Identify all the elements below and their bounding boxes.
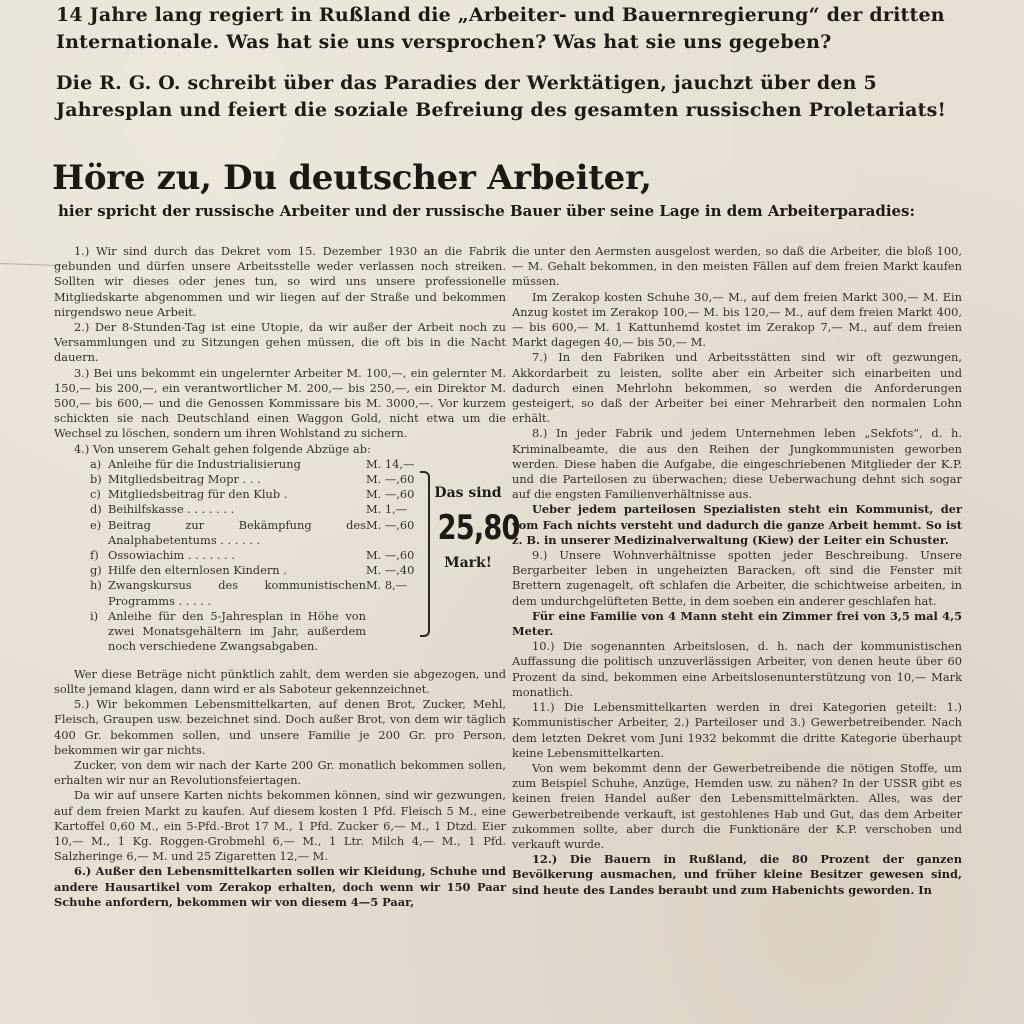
paragraph-11b: Von wem bekommt denn der Gewerbetreibende die nötigen Stoffe, um zum Beispiel Schuhe, Anzüge, Hemden usw. zu nähen? In der USSR gibt es keinen freien Handel außer den Lebensmittelmärkten. Alles, was der Gewerbetreibende verkauft, ist gestohlenes Hab und Gut, das dem Arbeiter zukommen sollte, aber durch die Funktionäre der K.P. verschoben und verkauft wurde.: [512, 760, 962, 851]
deduction-item: [90, 502, 420, 517]
deduction-amount: M. —,60: [366, 487, 415, 502]
paragraph-4: 4.) Von unserem Gehalt gehen folgende Abzüge ab:: [74, 441, 371, 456]
paragraph-4b: Wer diese Beträge nicht pünktlich zahlt, dem werden sie abgezogen, und sollte jemand klagen, dann wird er als Saboteur gekennzeichnet.: [54, 666, 506, 697]
paragraph-6c: Im Zerakop kosten Schuhe 30,— M., auf dem freien Markt 300,— M. Ein Anzug kostet im Zerakop 100,— M. bis 120,— M., auf dem freien Markt 400,— bis 600,— M. 1 Kattunhemd kostet im Zerakop 7,— M., auf dem freien Markt dagegen 40,— bis 50,— M.: [512, 289, 962, 350]
headline: Höre zu, Du deutscher Arbeiter,: [52, 158, 652, 198]
subheadline: hier spricht der russische Arbeiter und der russische Bauer über seine Lage in dem Arbeiterparadies:: [58, 202, 916, 220]
paragraph-2: 2.) Der 8-Stunden-Tag ist eine Utopie, da wir außer der Arbeit noch zu Versammlungen und zu Sitzungen gehen müssen, die oft bis in die Nacht dauern.: [54, 320, 506, 365]
deduction-item: [90, 487, 420, 502]
paragraph-9: 9.) Unsere Wohnverhältnisse spotten jeder Beschreibung. Unsere Bergarbeiter leben in ungeheizten Baracken, oft sind die Fenster mit Brettern zugenagelt, oft schlafen die Arbeiter, die schichtweise arbeiten, in dem undurchgelüfteten Bette, in dem soeben ein anderer geschlafen hat.: [512, 548, 962, 608]
deduction-amount: M. —,60: [366, 517, 415, 532]
total-prefix: Das sind: [434, 484, 502, 501]
deduction-key: e): [90, 517, 102, 532]
deduction-item: [90, 563, 420, 578]
total-suffix: Mark!: [444, 554, 492, 571]
deduction-item: [90, 518, 420, 548]
deduction-label: Zwangskursus des kommunistischen Programms . . . . .: [108, 578, 366, 608]
deduction-amount: [366, 609, 420, 655]
deduction-item: [90, 578, 420, 608]
deduction-key: i): [90, 608, 99, 623]
deduction-amount: M. 8,—: [366, 578, 408, 593]
paragraph-9b: Für eine Familie von 4 Mann steht ein Zimmer frei von 3,5 mal 4,5 Meter.: [512, 608, 962, 639]
paragraph-12: 12.) Die Bauern in Rußland, die 80 Prozent der ganzen Bevölkerung ausmachen, und früher kleine Besitzer gewesen sind, sind heute des Landes beraubt und zum Habenichts geworden. In: [512, 852, 962, 897]
paragraph-1: 1.) Wir sind durch das Dekret vom 15. Dezember 1930 an die Fabrik gebunden und dürfen unsere Arbeitsstelle weder verlassen noch streiken. Sollten wir dieses oder jenes tun, so wird uns unsere professionelle Mitgliedskarte abgenommen und wir liegen auf der Straße und bekommen nirgendswo neue Arbeit.: [54, 244, 506, 319]
paragraph-5: 5.) Wir bekommen Lebensmittelkarten, auf denen Brot, Zucker, Mehl, Fleisch, Graupen usw. bezeichnet sind. Doch außer Brot, von dem wir täglich 400 Gr. bekommen sollen, und unsere Familie je 200 Gr. pro Person, bekommen wir gar nichts.: [54, 697, 506, 757]
deduction-amount: M. 14,—: [366, 456, 415, 471]
deduction-key: b): [90, 472, 102, 487]
deduction-label: Beihilfskasse . . . . . . .: [108, 502, 235, 517]
total-amount: 25,80: [437, 507, 520, 548]
deduction-label: Beitrag zur Bekämpfung des Analphabetentums . . . . . .: [108, 517, 366, 547]
paragraph-5b: Zucker, von dem wir nach der Karte 200 Gr. monatlich bekommen sollen, erhalten wir nur an Revolutionsfeiertagen.: [54, 758, 506, 788]
deduction-item: [90, 548, 420, 563]
deduction-amount: M. —,40: [366, 563, 415, 578]
deduction-label: Anleihe für die Industrialisierung: [108, 456, 301, 471]
intro-paragraph-1: 14 Jahre lang regiert in Rußland die „Arbeiter- und Bauernregierung“ der dritten Internationale. Was hat sie uns versprochen? Was hat sie uns gegeben?: [56, 4, 945, 53]
deduction-label: Mitgliedsbeitrag für den Klub .: [108, 487, 288, 502]
paragraph-5c: Da wir auf unsere Karten nichts bekommen können, sind wir gezwungen, auf dem freien Markt zu kaufen. Auf diesem kosten 1 Pfd. Fleisch 5 M., eine Kartoffel 0,60 M., ein 5-Pfd.-Brot 17 M., 1 Pfd. Zucker 6,— M., 1 Dtzd. Eier 10,— M., 1 Kg. Roggen-Grobmehl 6,— M., 1 Ltr. Milch 4,— M., 1 Pfd. Salzheringe 6,— M. und 25 Zigaretten 12,— M.: [54, 788, 506, 864]
deduction-item: [90, 609, 420, 655]
deductions-list: [54, 456, 520, 667]
deduction-item: [90, 457, 420, 472]
right-column: [512, 244, 962, 898]
deduction-key: d): [90, 502, 102, 517]
deduction-amount: M. 1,—: [366, 502, 408, 517]
deduction-item: [90, 472, 420, 487]
paragraph-8: 8.) In jeder Fabrik und jedem Unternehmen leben „Sekfots“, d. h. Kriminalbeamte, die aus den Reihen der Jungkommunisten geworben werden. Diese haben die Aufgabe, die eingeschriebenen Mitglieder der K.P. und die Parteilosen zu überwachen; diese Ueberwachung dehnt sich sogar auf die engsten Familienverhältnisse aus.: [512, 426, 962, 502]
paragraph-6b: die unter den Aermsten ausgelost werden, so daß die Arbeiter, die bloß 100,— M. Gehalt bekommen, in den meisten Fällen auf dem freien Markt kaufen müssen.: [512, 244, 962, 289]
deduction-key: h): [90, 578, 102, 593]
paragraph-11: 11.) Die Lebensmittelkarten werden in drei Kategorien geteilt: 1.) Kommunistischer Arbeiter, 2.) Parteiloser und 3.) Gewerbetreibender. Nach dem letzten Dekret vom Juni 1932 bekommt die dritte Kategorie überhaupt keine Lebensmittelkarten.: [512, 700, 962, 760]
deduction-items: [90, 457, 420, 655]
intro-block: [56, 2, 976, 138]
paragraph-6: 6.) Außer den Lebensmittelkarten sollen wir Kleidung, Schuhe und andere Hausartikel vom Zerakop erhalten, doch wenn wir 150 Paar Schuhe anfordern, bekommen wir von diesem 4—5 Paar,: [54, 864, 506, 909]
paragraph-8b: Ueber jedem parteilosen Spezialisten steht ein Kommunist, der vom Fach nichts versteht und dadurch die ganze Arbeit hemmt. So ist z. B. in unserer Medizinalverwaltung (Kiew) der Leiter ein Schuster.: [512, 502, 962, 547]
deduction-amount: M. —,60: [366, 472, 415, 487]
paragraph-3: 3.) Bei uns bekommt ein ungelernter Arbeiter M. 100,—, ein gelernter M. 150,— bis 200,—, ein verantwortlicher M. 200,— bis 250,—, ein Direktor M. 500,— bis 600,— und die Genossen Kommissare bis M. 3000,—. Vor kurzem schickten sie nach Deutschland einen Waggon Gold, nicht etwa um die Wechsel zu löschen, sondern um ihren Wohlstand zu sichern.: [54, 365, 506, 441]
left-column: [54, 244, 520, 910]
paragraph-7: 7.) In den Fabriken und Arbeitsstätten sind wir oft gezwungen, Akkordarbeit zu leisten, sollte aber ein Arbeiter sich einarbeiten und dadurch einen Mehrlohn bekommen, so werden die Anforderungen gesteigert, so daß der Arbeiter bei einer Mehrarbeit den normalen Lohn erhält.: [512, 350, 962, 426]
deduction-key: c): [90, 487, 101, 502]
paragraph-10: 10.) Die sogenannten Arbeitslosen, d. h. nach der kommunistischen Auffassung die politisch unzuverlässigen Arbeiter, von denen heute über 60 Prozent da sind, bekommen eine Arbeitslosenunterstützung von 10,— Mark monatlich.: [512, 639, 962, 699]
deduction-key: g): [90, 563, 102, 578]
deduction-key: a): [90, 456, 102, 471]
deduction-amount: M. —,60: [366, 548, 415, 563]
deduction-label: Hilfe den elternlosen Kindern .: [108, 563, 287, 578]
deduction-key: f): [90, 548, 99, 563]
deduction-label: Mitgliedsbeitrag Mopr . . .: [108, 472, 261, 487]
intro-paragraph-2: Die R. G. O. schreibt über das Paradies der Werktätigen, jauchzt über den 5 Jahresplan und feiert die soziale Befreiung des gesamten russischen Proletariats!: [56, 72, 947, 121]
total-callout: [430, 483, 520, 573]
brace-bracket: [420, 471, 430, 637]
deduction-label: Anleihe für den 5-Jahresplan in Höhe von zwei Monatsgehältern im Jahr, außerdem noch verschiedene Zwangsabgaben.: [108, 608, 366, 654]
deduction-label: Ossowiachim . . . . . . .: [108, 548, 235, 563]
paper-fold-line: [0, 263, 60, 266]
